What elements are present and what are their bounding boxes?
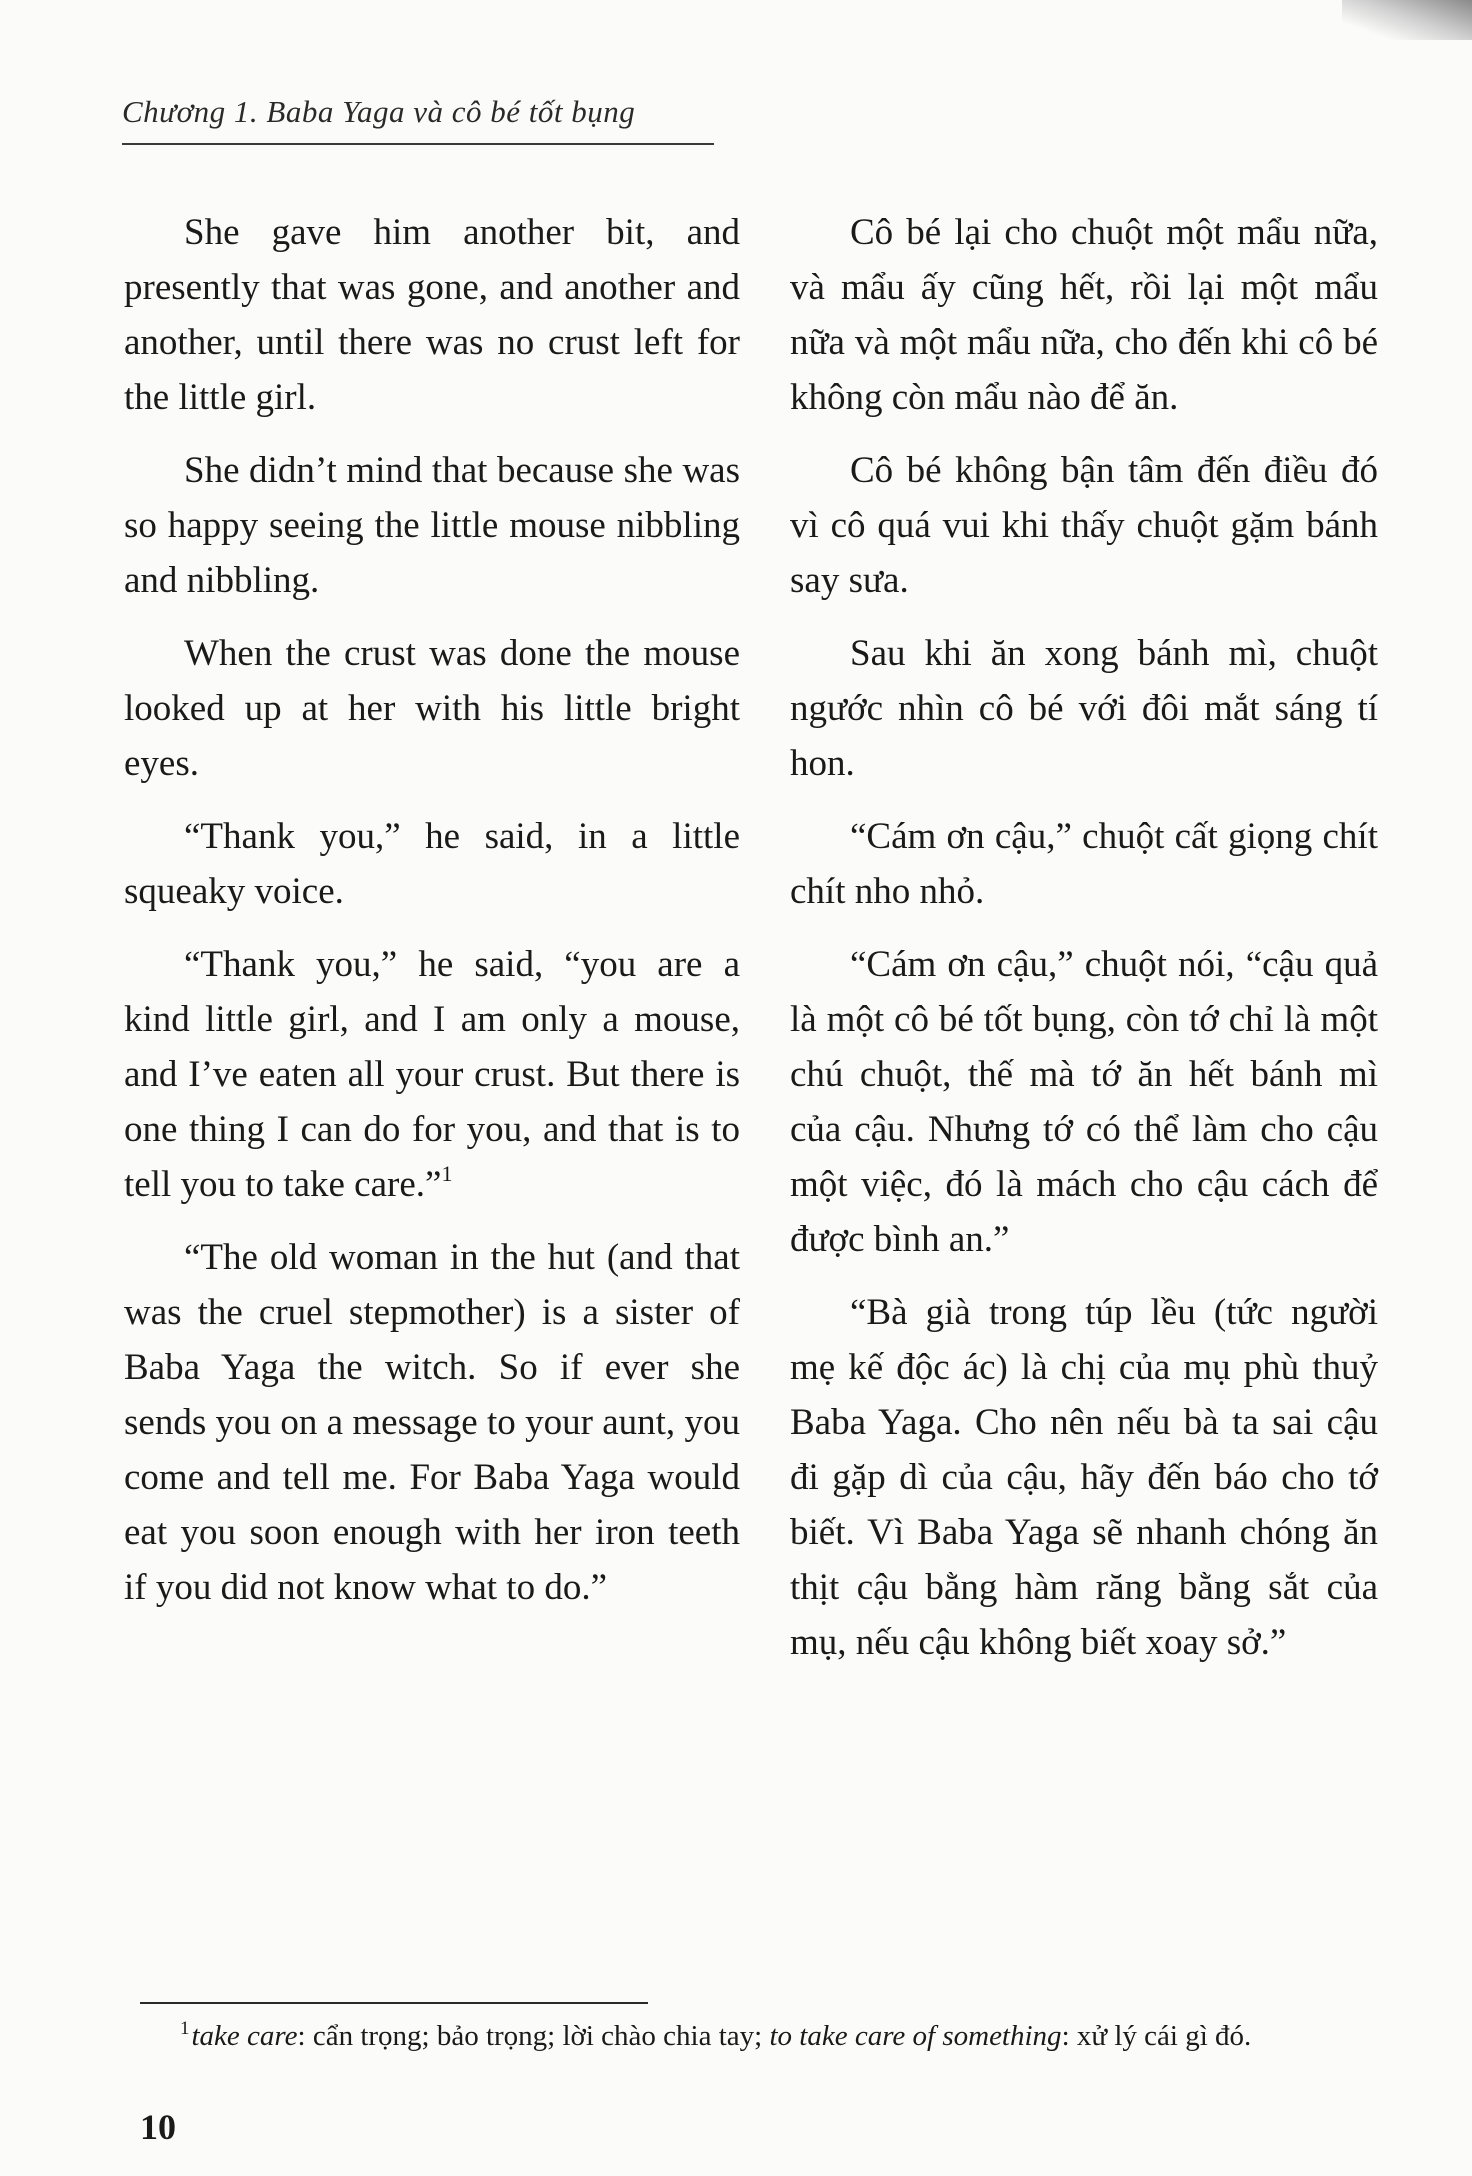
running-head: Chương 1. Baba Yaga và cô bé tốt bụng <box>122 94 636 129</box>
footnote-marker[interactable]: 1 <box>441 1161 453 1186</box>
page-corner-shadow <box>1342 0 1472 40</box>
vietnamese-paragraph-4: “Cám ơn cậu,” chuột cất giọng chít chít nho nhỏ. <box>790 816 1378 912</box>
vietnamese-paragraph-5: “Cám ơn cậu,” chuột nói, “cậu quả là một cô bé tốt bụng, còn tớ chỉ là một chú chuột, thế mà tớ ăn hết bánh mì của cậu. Nhưng tớ có thể làm cho cậu một việc, đó là mách cho cậu cách để được bình an.” <box>790 944 1378 1260</box>
footnote-definition-2: : xử lý cái gì đó. <box>1061 2020 1252 2052</box>
footnote-rule <box>140 2002 648 2004</box>
vietnamese-paragraph-6: “Bà già trong túp lều (tức người mẹ kế độc ác) là chị của mụ phù thuỷ Baba Yaga. Cho nên nếu bà ta sai cậu đi gặp dì của cậu, hãy đến báo cho tớ biết. Vì Baba Yaga sẽ nhanh chóng ăn thịt cậu bằng hàm răng bằng sắt của mụ, nếu cậu không biết xoay sở.” <box>790 1292 1378 1663</box>
english-column <box>124 205 740 1633</box>
english-paragraph-3: When the crust was done the mouse looked up at her with his little bright eyes. <box>124 633 740 784</box>
footnote-definition-1: : cẩn trọng; bảo trọng; lời chào chia tay; <box>297 2020 770 2052</box>
page-number: 10 <box>140 2107 176 2147</box>
english-paragraph-1: She gave him another bit, and presently that was gone, and another and another, until there was no crust left for the little girl. <box>124 212 740 418</box>
footnote-term-2: to take care of something <box>769 2020 1062 2052</box>
english-paragraph-4: “Thank you,” he said, in a little squeaky voice. <box>124 816 740 912</box>
footnote-number: 1 <box>180 2018 190 2039</box>
vietnamese-column <box>790 205 1378 1688</box>
footnote-term-1: take care <box>191 2020 298 2052</box>
vietnamese-paragraph-3: Sau khi ăn xong bánh mì, chuột ngước nhìn cô bé với đôi mắt sáng tí hon. <box>790 633 1378 784</box>
english-paragraph-5 <box>124 937 740 1212</box>
english-paragraph-5-text: “Thank you,” he said, “you are a kind little girl, and I am only a mouse, and I’ve eaten all your crust. But there is one thing I can do for you, and that is to tell you to take care.” <box>124 944 740 1205</box>
footnote <box>180 2016 1400 2056</box>
running-head-rule <box>122 143 714 145</box>
english-paragraph-6: “The old woman in the hut (and that was the cruel stepmother) is a sister of Baba Yaga the witch. So if ever she sends you on a message to your aunt, you come and tell me. For Baba Yaga would eat you soon enough with her iron teeth if you did not know what to do.” <box>124 1237 740 1608</box>
vietnamese-paragraph-2: Cô bé không bận tâm đến điều đó vì cô quá vui khi thấy chuột gặm bánh say sưa. <box>790 450 1378 601</box>
vietnamese-paragraph-1: Cô bé lại cho chuột một mẩu nữa, và mẩu ấy cũng hết, rồi lại một mẩu nữa và một mẩu nữa, cho đến khi cô bé không còn mẩu nào để ăn. <box>790 212 1378 418</box>
english-paragraph-2: She didn’t mind that because she was so happy seeing the little mouse nibbling and nibbling. <box>124 450 740 601</box>
